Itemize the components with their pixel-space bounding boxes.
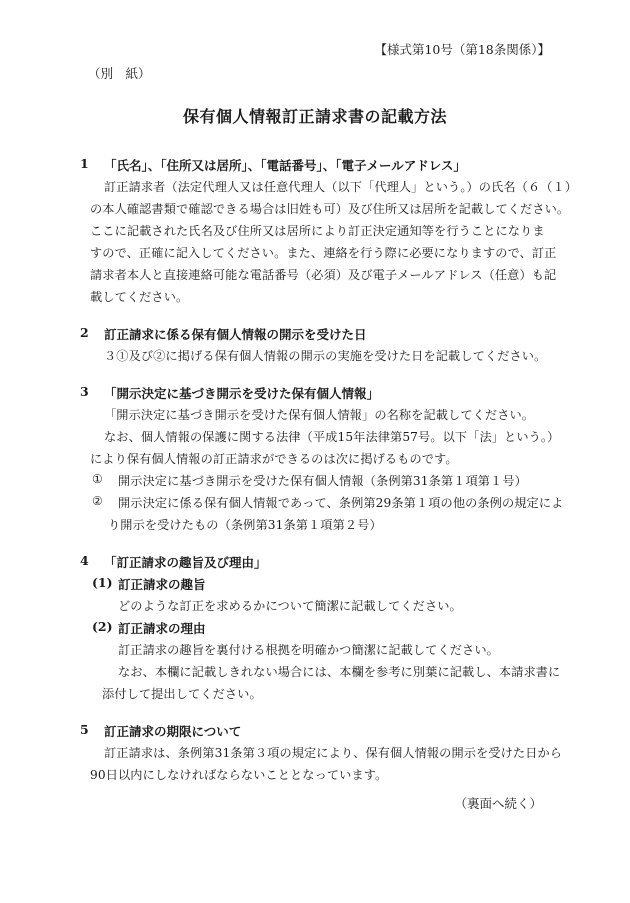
page-title: 保有個人情報訂正請求書の記載方法 (182, 107, 447, 126)
section-4-number: 4 (80, 553, 89, 568)
section-3-item-1-line-1: 開示決定に基づき開示を受けた保有個人情報（条例第31条第１項第１号） (118, 474, 527, 488)
section-4-sub-2-line-1: 訂正請求の趣旨を裏付ける根拠を明確かつ簡潔に記載してください。 (118, 643, 499, 657)
section-2-line-1: ３①及び②に掲げる保有個人情報の開示の実施を受けた日を記載してください。 (104, 349, 547, 363)
section-2-number: 2 (80, 325, 89, 340)
section-4-sub-2-mark: (2) (92, 619, 113, 634)
section-3-item-2-line-2: り開示を受けたもの（条例第31条第１項第２号） (108, 518, 382, 532)
section-5-line-1: 訂正請求は、条例第31条第３項の規定により、保有個人情報の開示を受けた日から (104, 746, 563, 760)
section-1-line-6: 載してください。 (90, 290, 189, 304)
section-3-item-1-mark: ① (92, 472, 104, 486)
section-4-sub-1-line-1: どのような訂正を求めるかについて簡潔に記載してください。 (118, 599, 462, 613)
section-5-number: 5 (80, 722, 89, 737)
section-3-heading: 「開示決定に基づき開示を受けた保有個人情報」 (104, 386, 380, 401)
section-1-line-4: すので、正確に記入してください。また、連絡を行う際に必要になりますので、訂正 (90, 246, 557, 260)
section-4-sub-1-mark: (1) (92, 575, 113, 590)
section-4-sub-1-heading: 訂正請求の趣旨 (118, 577, 206, 592)
section-4-sub-2-heading: 訂正請求の理由 (118, 621, 206, 636)
section-1-line-1: 訂正請求者（法定代理人又は任意代理人（以下「代理人」という。）の氏名（６（１） (104, 180, 578, 194)
attachment-label: （別 紙） (88, 66, 151, 81)
section-1-line-3: ここに記載された氏名及び住所又は居所により訂正決定通知等を行うことになりま (90, 224, 545, 238)
section-1-number: 1 (80, 156, 89, 171)
section-3-line-1: 「開示決定に基づき開示を受けた保有個人情報」の名称を記載してください。 (104, 408, 535, 422)
section-2-heading: 訂正請求に係る保有個人情報の開示を受けた日 (104, 327, 367, 342)
form-number: 【様式第10号（第18条関係）】 (374, 42, 550, 57)
section-4-sub-2-line-2: なお、本欄に記載しきれない場合には、本欄を参考に別葉に記載し、本請求書に (118, 665, 561, 679)
section-5-heading: 訂正請求の期限について (104, 724, 242, 739)
section-3-line-2: なお、個人情報の保護に関する法律（平成15年法律第57号。以下「法」という。） (104, 430, 560, 444)
section-4-sub-2-line-3: 添付して提出してください。 (102, 687, 262, 701)
section-1-heading: 「氏名」、「住所又は居所」、「電話番号」、「電子メールアドレス」 (104, 158, 466, 173)
section-3-item-2-line-1: 開示決定に係る保有個人情報であって、条例第29条第１項の他の条例の規定によ (118, 496, 564, 510)
section-1-line-5: 請求者本人と直接連絡可能な電話番号（必須）及び電子メールアドレス（任意）も記 (90, 268, 557, 282)
section-3-item-2-mark: ② (92, 494, 104, 508)
section-3-line-3: により保有個人情報の訂正請求ができるのは次に掲げるものです。 (90, 452, 458, 466)
section-1-line-2: の本人確認書類で確認できる場合は旧姓も可）及び住所又は居所を記載してください。 (90, 202, 570, 216)
continued-label: （裏面へ続く） (454, 796, 542, 811)
section-3-number: 3 (80, 384, 89, 399)
section-4-heading: 「訂正請求の趣旨及び理由」 (104, 555, 267, 570)
section-5-line-2: 90日以内にしなければならないこととなっています。 (90, 768, 388, 782)
